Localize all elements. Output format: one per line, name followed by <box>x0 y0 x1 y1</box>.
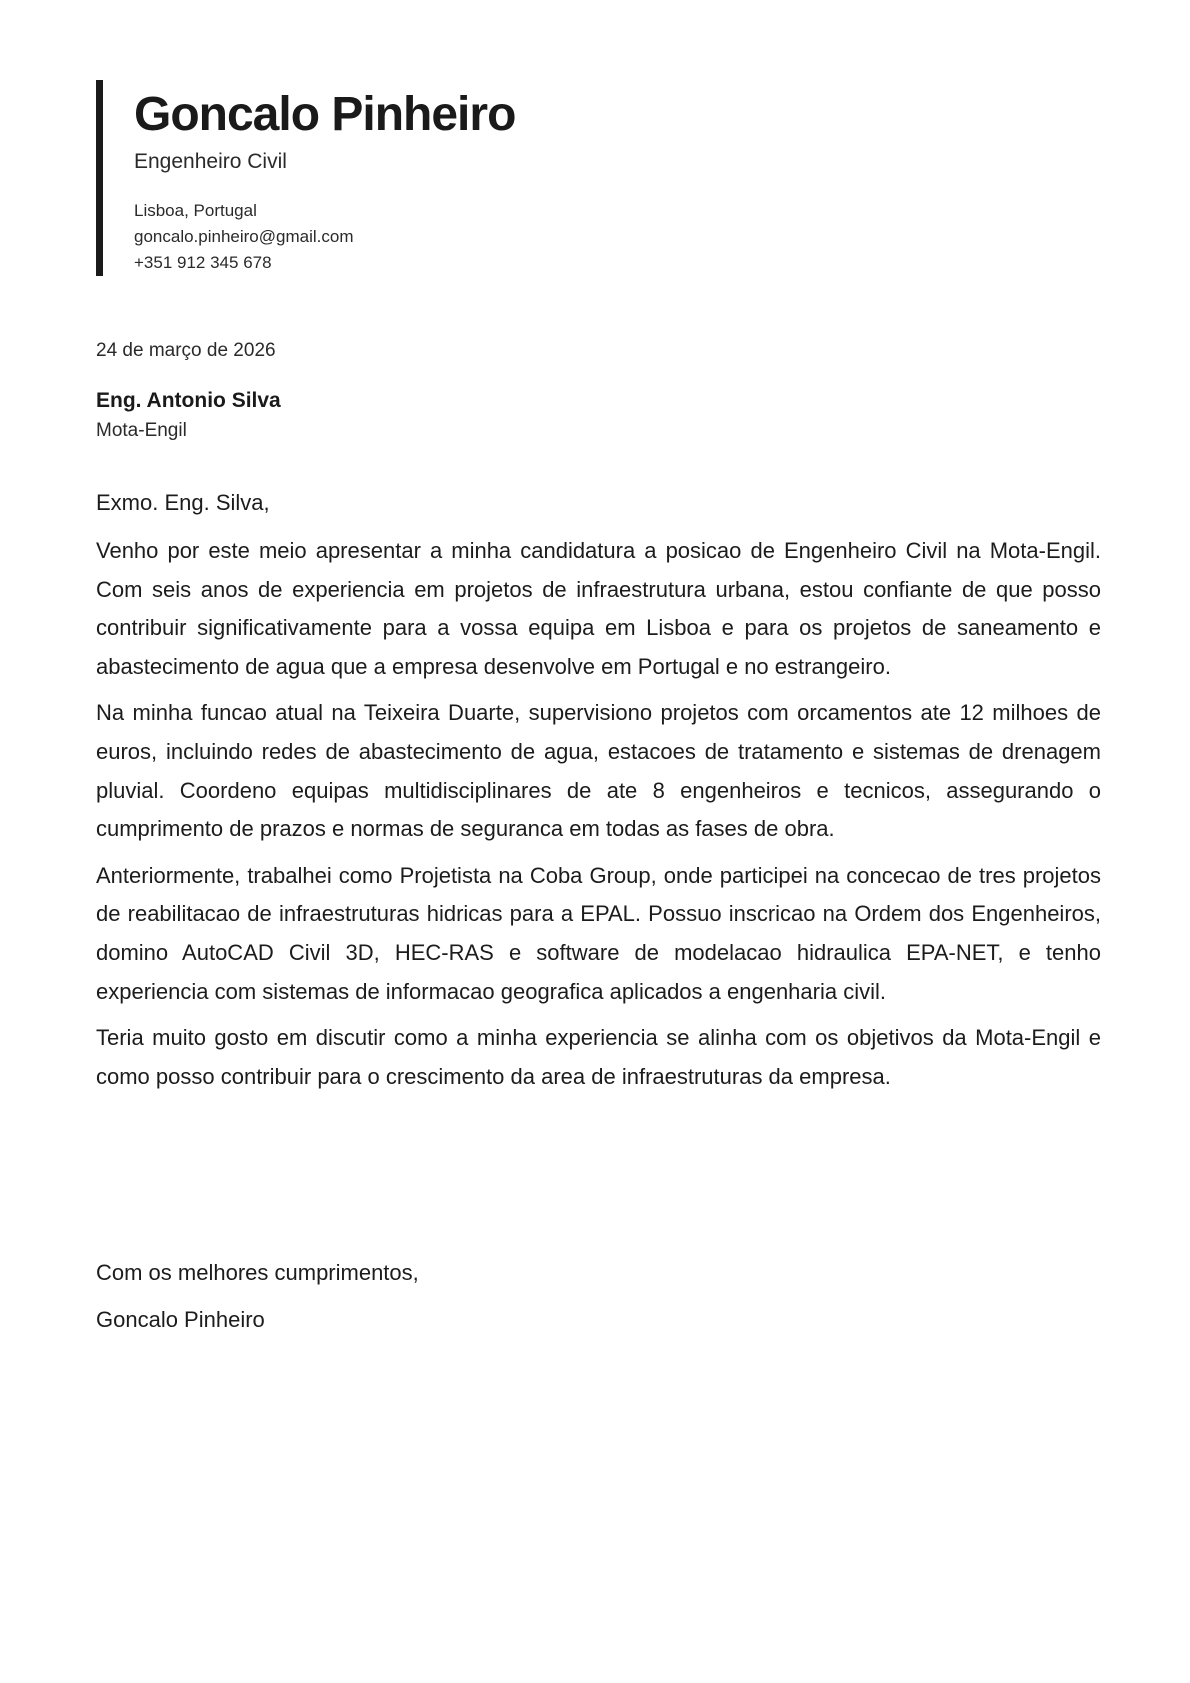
sender-job-title: Engenheiro Civil <box>134 150 287 173</box>
letter-date: 24 de março de 2026 <box>96 340 276 361</box>
letter-body <box>96 532 1101 1104</box>
body-paragraph: Venho por este meio apresentar a minha candidatura a posicao de Engenheiro Civil na Mota-Engil. Com seis anos de experiencia em projetos de infraestrutura urbana, estou confiante de que posso contribuir significativamente para a vossa equipa em Lisboa e para os projetos de saneamento e abastecimento de agua que a empresa desenvolve em Portugal e no estrangeiro. <box>96 538 1101 679</box>
body-paragraph: Anteriormente, trabalhei como Projetista na Coba Group, onde participei na concecao de tres projetos de reabilitacao de infraestruturas hidricas para a EPAL. Possuo inscricao na Ordem dos Engenheiros, domino AutoCAD Civil 3D, HEC-RAS e software de modelacao hidraulica EPA-NET, e tenho experiencia com sistemas de informacao geografica aplicados a engenharia civil. <box>96 862 1101 1004</box>
recipient-name: Eng. Antonio Silva <box>96 389 281 412</box>
recipient-block <box>96 386 281 446</box>
body-paragraph: Na minha funcao atual na Teixeira Duarte, supervisiono projetos com orcamentos ate 12 milhoes de euros, incluindo redes de abastecimento de agua, estacoes de tratamento e sistemas de drenagem pluvial. Coordeno equipas multidisciplinares de ate 8 engenheiros e tecnicos, assegurando o cumprimento de prazos e normas de seguranca em todas as fases de obra. <box>96 700 1101 842</box>
sender-phone: +351 912 345 678 <box>134 253 272 272</box>
salutation: Exmo. Eng. Silva, <box>96 490 270 515</box>
letter-header <box>96 80 796 276</box>
sender-location: Lisboa, Portugal <box>134 201 257 220</box>
closing-line: Com os melhores cumprimentos, <box>96 1260 419 1285</box>
body-paragraph: Teria muito gosto em discutir como a minha experiencia se alinha com os objetivos da Mota-Engil e como posso contribuir para o crescimento da area de infraestruturas da empresa. <box>96 1025 1101 1089</box>
sender-contact-block <box>134 198 353 276</box>
recipient-company: Mota-Engil <box>96 420 187 441</box>
header-accent-bar <box>96 80 103 276</box>
sender-name: Goncalo Pinheiro <box>134 88 516 141</box>
sender-email: goncalo.pinheiro@gmail.com <box>134 227 354 246</box>
signature-name: Goncalo Pinheiro <box>96 1307 265 1332</box>
